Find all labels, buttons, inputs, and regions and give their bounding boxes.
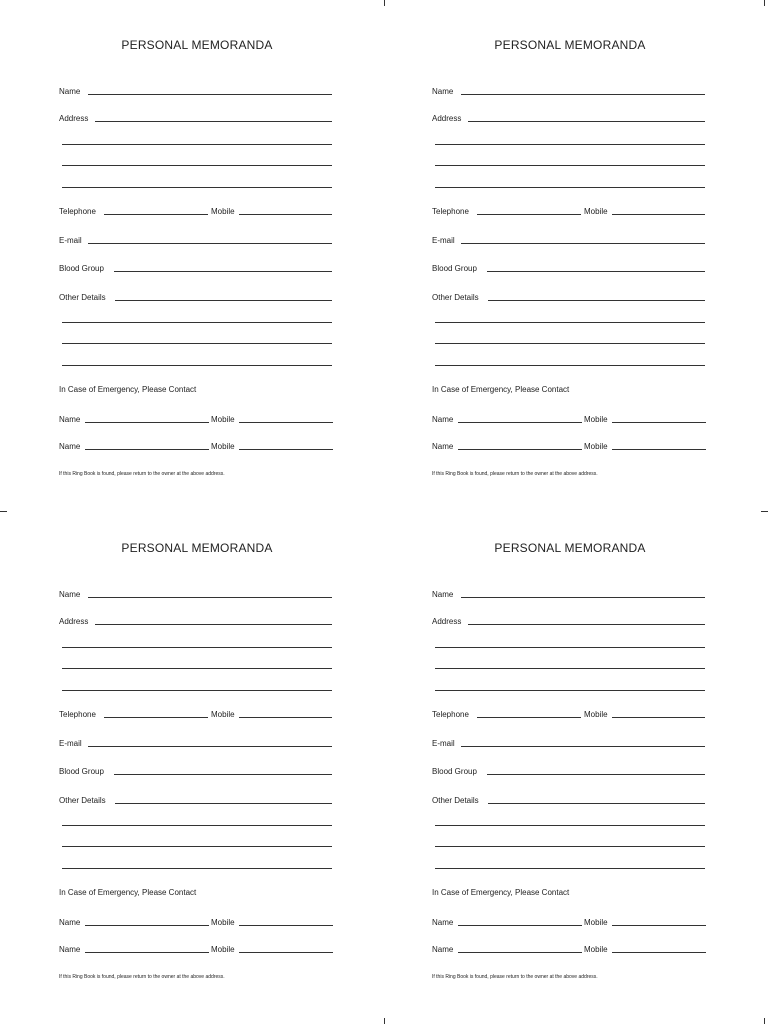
contact-mobile-field[interactable]: [612, 925, 706, 926]
return-notice: If this Ring Book is found, please return to the owner at the above address.: [432, 974, 598, 980]
emergency-heading: In Case of Emergency, Please Contact: [432, 385, 570, 394]
contact-name-field[interactable]: [458, 422, 582, 423]
other-details-field[interactable]: [488, 300, 705, 301]
address-line[interactable]: [62, 187, 332, 188]
memo-form: [432, 38, 708, 488]
address-field[interactable]: [95, 121, 332, 122]
blood-group-field[interactable]: [114, 774, 332, 775]
mobile-label: Mobile: [211, 710, 235, 719]
contact-name-field[interactable]: [85, 952, 209, 953]
name-label: Name: [432, 87, 454, 96]
return-notice: If this Ring Book is found, please return to the owner at the above address.: [432, 471, 598, 477]
address-label: Address: [59, 114, 89, 123]
emergency-heading: In Case of Emergency, Please Contact: [59, 385, 197, 394]
other-details-line[interactable]: [435, 343, 705, 344]
other-details-line[interactable]: [435, 846, 705, 847]
telephone-field[interactable]: [477, 717, 581, 718]
return-notice: If this Ring Book is found, please return to the owner at the above address.: [59, 974, 225, 980]
blood-group-field[interactable]: [487, 271, 705, 272]
contact-name-label: Name: [59, 918, 81, 927]
crop-mark: [0, 511, 7, 512]
contact-mobile-field[interactable]: [612, 422, 706, 423]
address-line[interactable]: [62, 165, 332, 166]
contact-mobile-label: Mobile: [584, 945, 608, 954]
contact-name-label: Name: [59, 945, 81, 954]
contact-mobile-field[interactable]: [239, 422, 333, 423]
contact-mobile-label: Mobile: [211, 918, 235, 927]
other-details-line[interactable]: [62, 846, 332, 847]
contact-mobile-label: Mobile: [211, 415, 235, 424]
mobile-label: Mobile: [211, 207, 235, 216]
crop-mark: [761, 511, 768, 512]
contact-name-field[interactable]: [458, 925, 582, 926]
emergency-heading: In Case of Emergency, Please Contact: [432, 888, 570, 897]
address-line[interactable]: [435, 668, 705, 669]
contact-name-label: Name: [59, 415, 81, 424]
other-details-field[interactable]: [115, 803, 332, 804]
memo-form: [432, 541, 708, 991]
address-line[interactable]: [435, 165, 705, 166]
other-details-label: Other Details: [432, 796, 479, 805]
address-line[interactable]: [435, 690, 705, 691]
address-line[interactable]: [435, 187, 705, 188]
contact-name-field[interactable]: [85, 422, 209, 423]
form-title: PERSONAL MEMORANDA: [121, 541, 273, 555]
other-details-line[interactable]: [62, 868, 332, 869]
address-line[interactable]: [62, 144, 332, 145]
other-details-line[interactable]: [62, 343, 332, 344]
other-details-line[interactable]: [435, 868, 705, 869]
address-field[interactable]: [468, 121, 705, 122]
contact-mobile-label: Mobile: [211, 442, 235, 451]
crop-mark: [384, 0, 385, 6]
contact-name-field[interactable]: [85, 925, 209, 926]
contact-name-field[interactable]: [458, 449, 582, 450]
contact-name-label: Name: [432, 945, 454, 954]
other-details-label: Other Details: [59, 796, 106, 805]
address-line[interactable]: [435, 647, 705, 648]
other-details-label: Other Details: [59, 293, 106, 302]
blood-group-label: Blood Group: [59, 767, 104, 776]
name-label: Name: [432, 590, 454, 599]
blood-group-field[interactable]: [114, 271, 332, 272]
contact-mobile-field[interactable]: [239, 449, 333, 450]
crop-mark: [764, 1018, 765, 1024]
telephone-label: Telephone: [432, 207, 469, 216]
contact-name-label: Name: [432, 415, 454, 424]
memo-form: [59, 541, 335, 991]
return-notice: If this Ring Book is found, please return to the owner at the above address.: [59, 471, 225, 477]
telephone-label: Telephone: [59, 710, 96, 719]
address-field[interactable]: [95, 624, 332, 625]
other-details-line[interactable]: [435, 322, 705, 323]
telephone-field[interactable]: [104, 214, 208, 215]
telephone-field[interactable]: [477, 214, 581, 215]
mobile-field[interactable]: [239, 214, 332, 215]
contact-mobile-label: Mobile: [584, 415, 608, 424]
email-label: E-mail: [59, 739, 82, 748]
memo-form: [59, 38, 335, 488]
mobile-label: Mobile: [584, 710, 608, 719]
emergency-heading: In Case of Emergency, Please Contact: [59, 888, 197, 897]
contact-name-field[interactable]: [85, 449, 209, 450]
name-label: Name: [59, 87, 81, 96]
contact-mobile-field[interactable]: [239, 952, 333, 953]
address-line[interactable]: [62, 647, 332, 648]
contact-name-label: Name: [432, 442, 454, 451]
other-details-field[interactable]: [488, 803, 705, 804]
address-label: Address: [59, 617, 89, 626]
mobile-field[interactable]: [239, 717, 332, 718]
address-label: Address: [432, 617, 462, 626]
contact-name-label: Name: [432, 918, 454, 927]
mobile-field[interactable]: [612, 214, 705, 215]
contact-mobile-field[interactable]: [612, 449, 706, 450]
blood-group-field[interactable]: [487, 774, 705, 775]
other-details-line[interactable]: [62, 825, 332, 826]
contact-name-field[interactable]: [458, 952, 582, 953]
email-label: E-mail: [432, 739, 455, 748]
blood-group-label: Blood Group: [59, 264, 104, 273]
name-field[interactable]: [88, 94, 332, 95]
address-line[interactable]: [435, 144, 705, 145]
email-field[interactable]: [88, 243, 332, 244]
telephone-label: Telephone: [59, 207, 96, 216]
name-field[interactable]: [461, 94, 705, 95]
contact-mobile-field[interactable]: [239, 925, 333, 926]
mobile-field[interactable]: [612, 717, 705, 718]
crop-mark: [764, 0, 765, 6]
email-label: E-mail: [432, 236, 455, 245]
contact-name-label: Name: [59, 442, 81, 451]
contact-mobile-field[interactable]: [612, 952, 706, 953]
contact-mobile-label: Mobile: [211, 945, 235, 954]
blood-group-label: Blood Group: [432, 767, 477, 776]
telephone-field[interactable]: [104, 717, 208, 718]
address-line[interactable]: [62, 668, 332, 669]
contact-mobile-label: Mobile: [584, 918, 608, 927]
mobile-label: Mobile: [584, 207, 608, 216]
address-field[interactable]: [468, 624, 705, 625]
form-title: PERSONAL MEMORANDA: [121, 38, 273, 52]
crop-mark: [384, 1018, 385, 1024]
email-field[interactable]: [461, 243, 705, 244]
form-title: PERSONAL MEMORANDA: [494, 38, 646, 52]
email-field[interactable]: [88, 746, 332, 747]
other-details-field[interactable]: [115, 300, 332, 301]
other-details-line[interactable]: [435, 825, 705, 826]
address-label: Address: [432, 114, 462, 123]
blood-group-label: Blood Group: [432, 264, 477, 273]
name-field[interactable]: [461, 597, 705, 598]
other-details-line[interactable]: [62, 365, 332, 366]
other-details-line[interactable]: [435, 365, 705, 366]
email-field[interactable]: [461, 746, 705, 747]
contact-mobile-label: Mobile: [584, 442, 608, 451]
other-details-label: Other Details: [432, 293, 479, 302]
telephone-label: Telephone: [432, 710, 469, 719]
name-field[interactable]: [88, 597, 332, 598]
other-details-line[interactable]: [62, 322, 332, 323]
name-label: Name: [59, 590, 81, 599]
address-line[interactable]: [62, 690, 332, 691]
email-label: E-mail: [59, 236, 82, 245]
form-title: PERSONAL MEMORANDA: [494, 541, 646, 555]
